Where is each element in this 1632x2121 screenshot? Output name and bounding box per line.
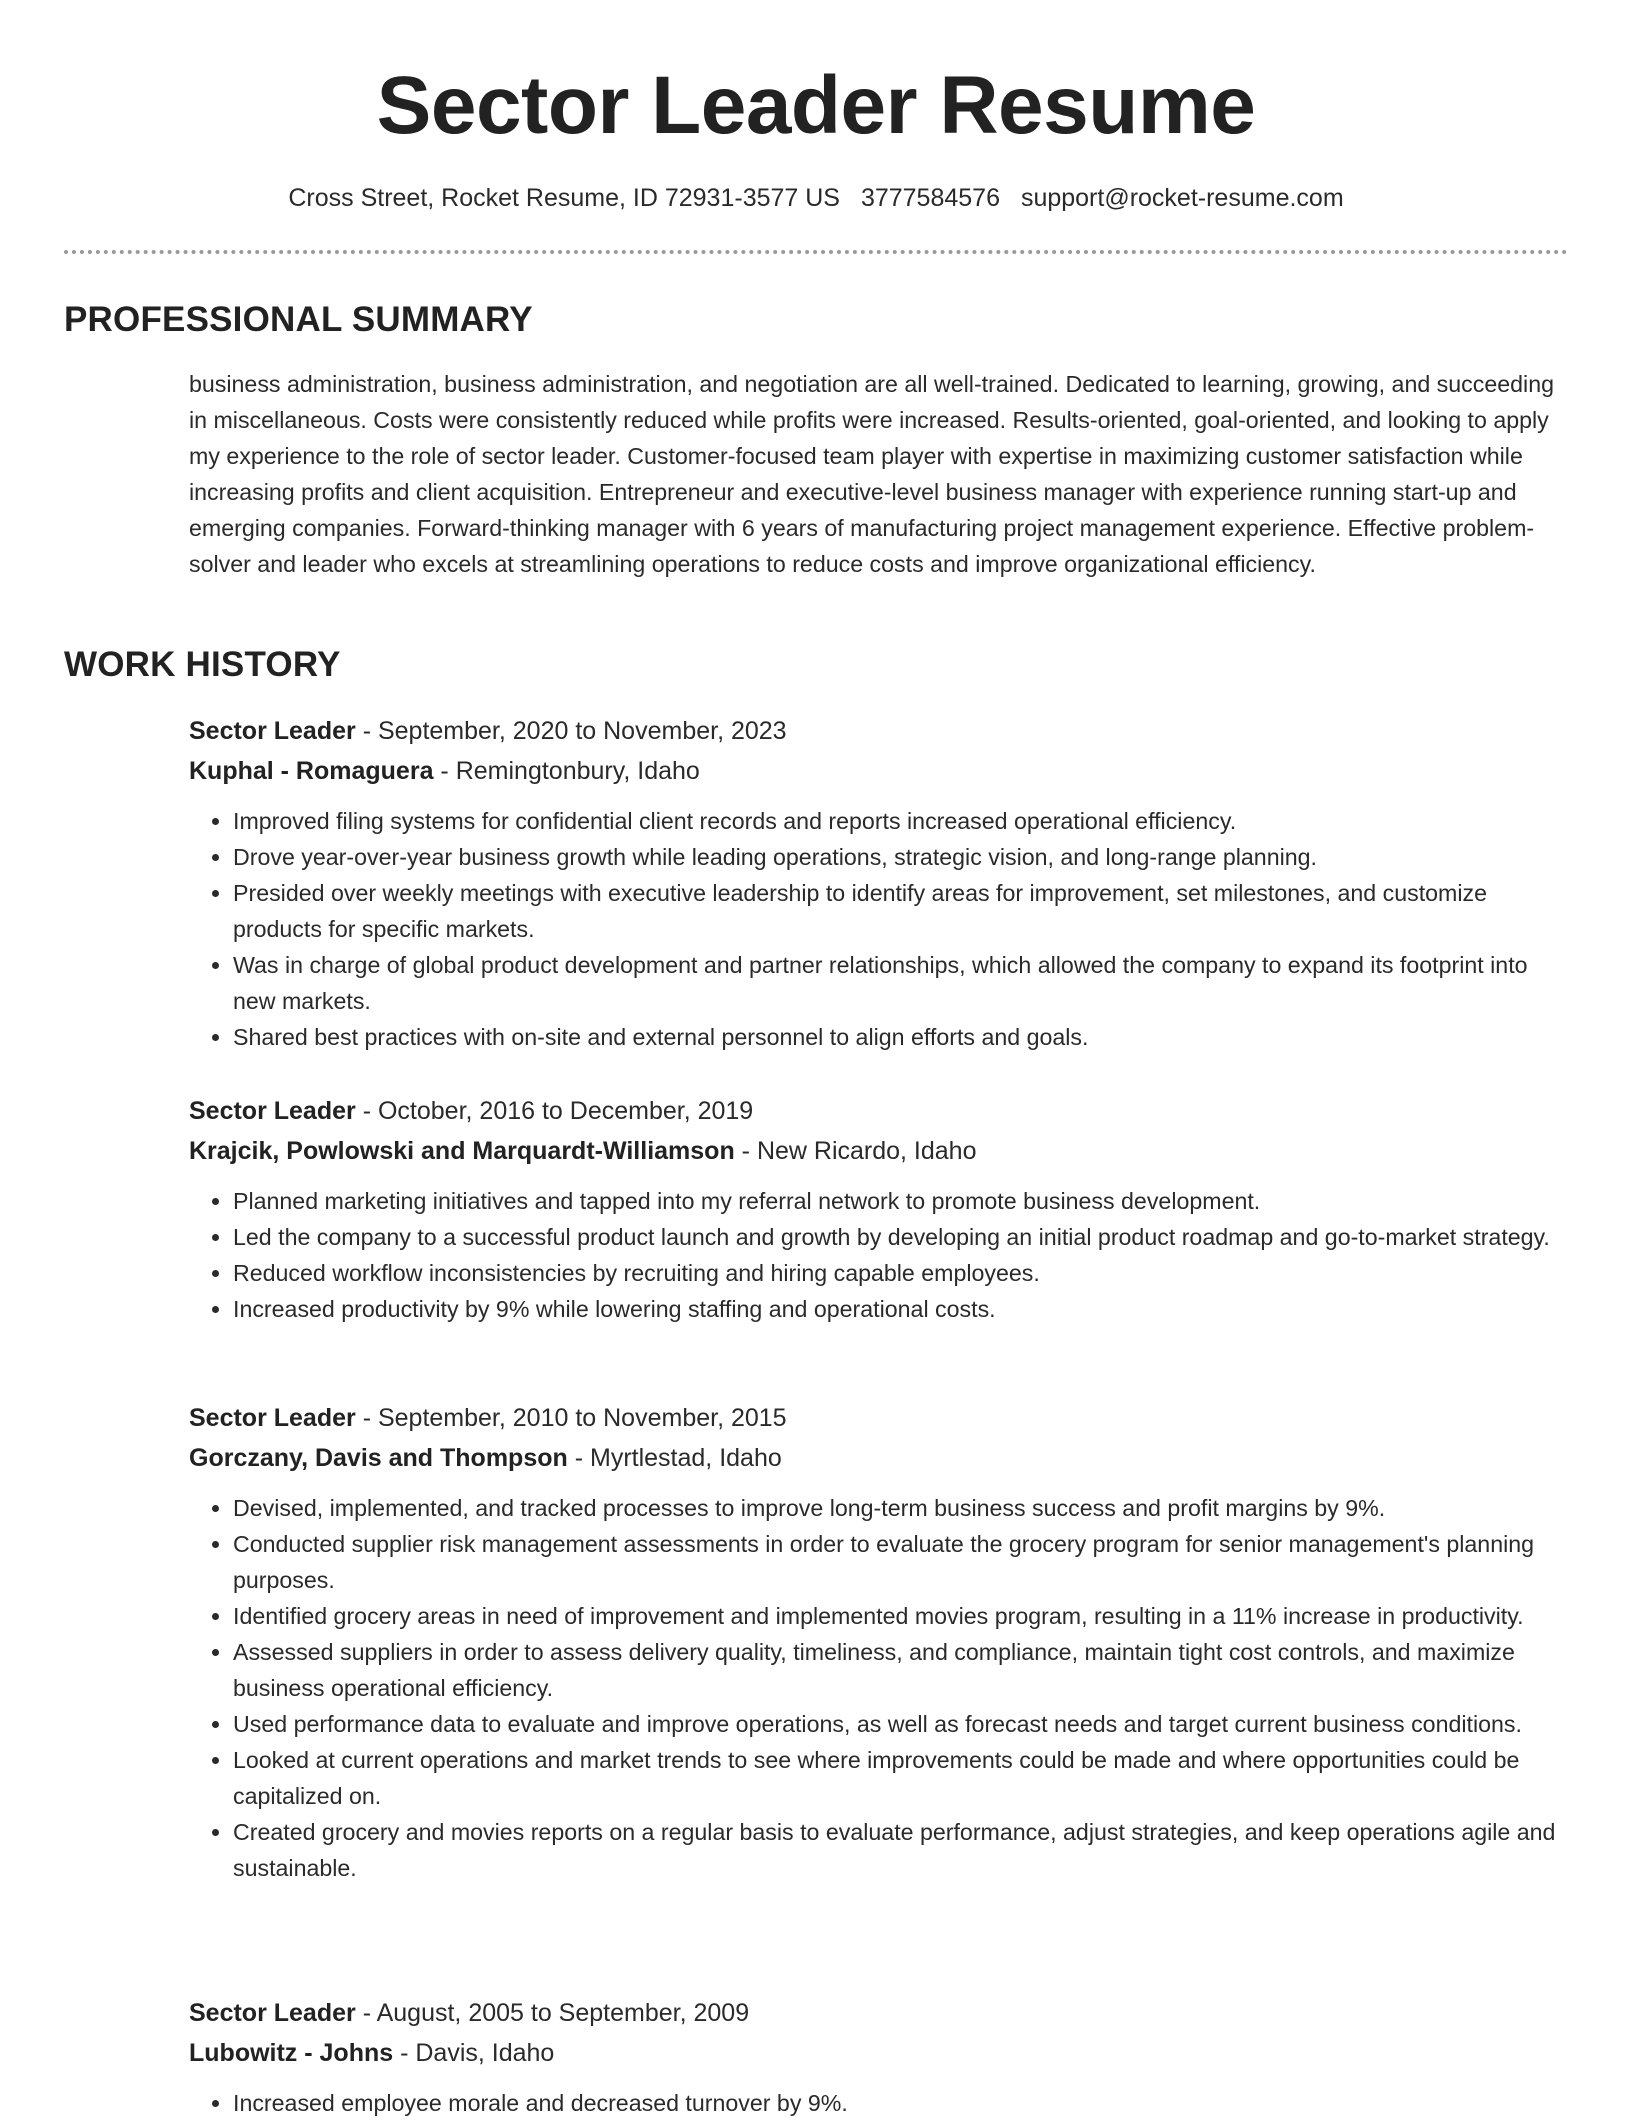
contact-phone: 3777584576: [860, 184, 1000, 212]
job-bullet: • Increased employee morale and decreased turnover by 9%.: [233, 2085, 1568, 2121]
job-bullet: • Led the company to a successful product launch and growth by developing an initial product roadmap and go-to-market strategy.: [233, 1219, 1568, 1255]
job-separator: -: [734, 1137, 757, 1165]
job-bullets: [189, 803, 1568, 1055]
job-location: Remingtonbury, Idaho: [455, 757, 700, 785]
job-entry: [189, 1398, 1568, 1886]
contact-email: support@rocket-resume.com: [1020, 184, 1344, 212]
job-title: Sector Leader: [189, 717, 356, 745]
job-bullet: • Looked at current operations and market trends to see where improvements could be made and where opportunities could be capitalized on.: [233, 1742, 1568, 1814]
job-bullet: • Planned marketing initiatives and tapped into my referral network to promote business development.: [233, 1183, 1568, 1219]
job-bullet: • Increased productivity by 9% while lowering staffing and operational costs.: [233, 1291, 1568, 1327]
job-title-line: [189, 711, 1568, 751]
job-separator: -: [433, 757, 456, 785]
job-bullets: [189, 1183, 1568, 1327]
job-separator: -: [355, 717, 378, 745]
job-separator: -: [355, 1097, 378, 1125]
job-entry: [189, 1993, 1568, 2121]
job-entry: [189, 711, 1568, 1055]
job-location: Myrtlestad, Idaho: [590, 1444, 782, 1472]
job-bullet: • Drove year-over-year business growth while leading operations, strategic vision, and long-range planning.: [233, 839, 1568, 875]
job-separator: -: [355, 1999, 377, 2027]
job-company: Kuphal - Romaguera: [189, 757, 434, 785]
job-title: Sector Leader: [189, 1404, 356, 1432]
job-company: Gorczany, Davis and Thompson: [189, 1444, 568, 1472]
job-company-line: [189, 1438, 1568, 1478]
job-bullet: • Improved filing systems for confidential client records and reports increased operational efficiency.: [233, 803, 1568, 839]
job-bullet: • Conducted supplier risk management assessments in order to evaluate the grocery program for senior management's planning purposes.: [233, 1526, 1568, 1598]
work-history-heading: WORK HISTORY: [64, 645, 341, 684]
job-title-line: [189, 1993, 1568, 2033]
job-title-line: [189, 1398, 1568, 1438]
resume-title: Sector Leader Resume: [376, 60, 1256, 151]
job-bullet: • Presided over weekly meetings with executive leadership to identify areas for improvement, set milestones, and customize products for specific markets.: [233, 875, 1568, 947]
job-bullets: [189, 1490, 1568, 1886]
job-title: Sector Leader: [189, 1999, 356, 2027]
job-company: Krajcik, Powlowski and Marquardt-Williamson: [189, 1137, 735, 1165]
job-dates: August, 2005 to September, 2009: [376, 1999, 750, 2027]
job-bullet: • Created grocery and movies reports on a regular basis to evaluate performance, adjust strategies, and keep operations agile and sustainable.: [233, 1814, 1568, 1886]
summary-heading: PROFESSIONAL SUMMARY: [64, 300, 533, 339]
job-bullet: • Devised, implemented, and tracked processes to improve long-term business success and profit margins by 9%.: [233, 1490, 1568, 1526]
job-entry: [189, 1091, 1568, 1327]
job-company-line: [189, 2033, 1568, 2073]
job-bullet: • Was in charge of global product development and partner relationships, which allowed the company to expand its footprint into new markets.: [233, 947, 1568, 1019]
job-bullets: [189, 2085, 1568, 2121]
contact-line: [64, 180, 1568, 216]
job-dates: October, 2016 to December, 2019: [377, 1097, 754, 1125]
job-bullet: • Reduced workflow inconsistencies by recruiting and hiring capable employees.: [233, 1255, 1568, 1291]
job-bullet: • Identified grocery areas in need of improvement and implemented movies program, resulting in a 11% increase in productivity.: [233, 1598, 1568, 1634]
contact-address: Cross Street, Rocket Resume, ID 72931-3577 US: [288, 184, 840, 212]
job-company-line: [189, 1131, 1568, 1171]
job-bullet: • Used performance data to evaluate and improve operations, as well as forecast needs and target current business conditions.: [233, 1706, 1568, 1742]
job-company-line: [189, 751, 1568, 791]
summary-text: business administration, business administration, and negotiation are all well-trained. Dedicated to learning, growing, and succeeding in miscellaneous. Costs were consistently reduced while profits were increased. Results-oriented, goal-oriented, and looking to apply my experience to the role of sector leader. Customer-focused team player with expertise in maximizing customer satisfaction while increasing profits and client acquisition. Entrepreneur and executive-level business manager with experience running start-up and emerging companies. Forward-thinking manager with 6 years of manufacturing project management experience. Effective problem-solver and leader who excels at streamlining operations to reduce costs and improve organizational efficiency.: [189, 371, 1554, 577]
job-dates: September, 2010 to November, 2015: [377, 1404, 787, 1432]
job-location: New Ricardo, Idaho: [756, 1137, 977, 1165]
job-separator: -: [567, 1444, 590, 1472]
job-company: Lubowitz - Johns: [189, 2039, 394, 2067]
job-title-line: [189, 1091, 1568, 1131]
job-bullet: • Assessed suppliers in order to assess delivery quality, timeliness, and compliance, maintain tight cost controls, and maximize business operational efficiency.: [233, 1634, 1568, 1706]
job-separator: -: [393, 2039, 416, 2067]
job-title: Sector Leader: [189, 1097, 356, 1125]
job-separator: -: [355, 1404, 378, 1432]
job-dates: September, 2020 to November, 2023: [377, 717, 787, 745]
job-bullet: • Shared best practices with on-site and external personnel to align efforts and goals.: [233, 1019, 1568, 1055]
header-divider: [64, 250, 1568, 254]
job-location: Davis, Idaho: [415, 2039, 555, 2067]
